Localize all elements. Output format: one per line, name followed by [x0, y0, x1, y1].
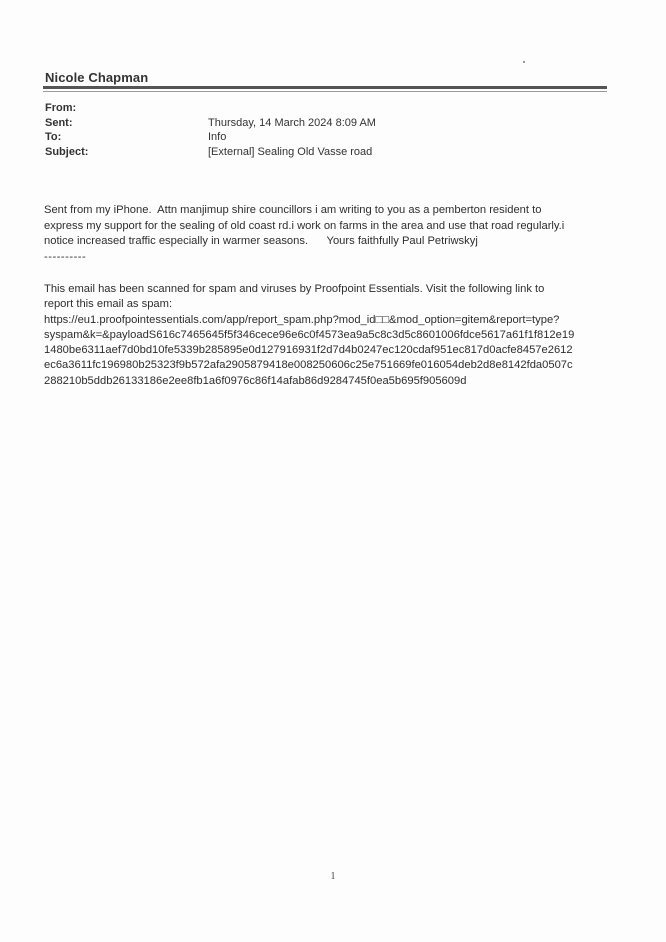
header-label-subject: Subject:: [45, 145, 89, 158]
body-line: notice increased traffic especially in warmer seasons. Yours faithfully Paul Petriwskyj: [44, 235, 478, 247]
body-separator: ----------: [44, 250, 87, 263]
spam-scan-notice: [44, 282, 614, 389]
header-value-to: Info: [208, 131, 227, 143]
email-header-block: [45, 101, 376, 159]
email-body: [44, 203, 614, 265]
body-line: Sent from my iPhone. Attn manjimup shire councillors i am writing to you as a pemberton resident to: [44, 204, 542, 216]
report-spam-link[interactable]: https://eu1.proofpointessentials.com/app/report_spam.php?mod_id□□&mod_option=gitem&report=type?: [44, 313, 560, 326]
header-row-from: [45, 101, 376, 116]
scan-notice-line: This email has been scanned for spam and viruses by Proofpoint Essentials. Visit the following link to: [44, 283, 545, 295]
header-label-from: From:: [45, 102, 77, 114]
sender-name: Nicole Chapman: [45, 70, 149, 85]
header-row-to: [45, 130, 376, 145]
report-spam-link-continued[interactable]: 288210b5ddb26133186e2ee8fb1a6f0976c86f14afab86d9284745f0ea5b695f905609d: [44, 374, 467, 387]
header-value-subject: [External] Sealing Old Vasse road: [208, 145, 373, 158]
header-value-sent: Thursday, 14 March 2024 8:09 AM: [208, 116, 376, 129]
header-row-sent: [45, 116, 376, 131]
scan-notice-line: report this email as spam:: [44, 298, 173, 311]
report-spam-link-continued[interactable]: ec6a3611fc196980b25323f9b572afa2905879418e008250606c25e751669fe016054deb2d8e8142fda0507c: [44, 359, 573, 372]
body-line: express my support for the sealing of old coast rd.i work on farms in the area and use that road regularly.i: [44, 219, 565, 232]
header-rule-thick: [43, 86, 607, 89]
header-label-to: To:: [45, 131, 62, 143]
header-rule-thin: [43, 91, 607, 92]
report-spam-link-continued[interactable]: syspam&k=&payloadS616c7465645f5f346cece96e6c0f4573ea9a5c8c3d5c8601006fdce5617a61f1f812e19: [44, 328, 575, 341]
header-row-subject: [45, 145, 376, 160]
page-number: 1: [330, 871, 336, 882]
header-label-sent: Sent:: [45, 116, 73, 129]
scan-speck: [523, 61, 525, 63]
report-spam-link-continued[interactable]: 1480be6311aef7d0bd10fe5339b285895e0d127916931f2d7d4b0247ec120cdaf951ec817d0acfe8457e2612: [44, 344, 573, 357]
